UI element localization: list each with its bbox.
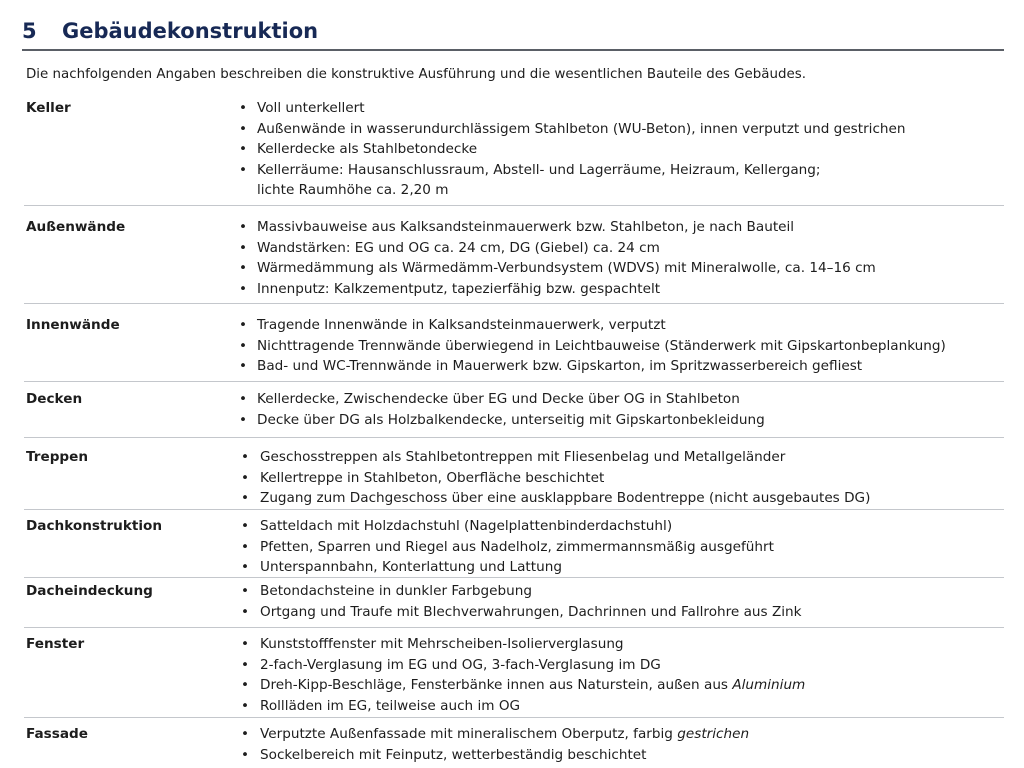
section-title: Gebäudekonstruktion bbox=[62, 18, 319, 43]
list-item: • Bad- und WC-Trennwände in Mauerwerk bzw. Gipskarton, im Spritzwasserbereich gefliest bbox=[235, 356, 1004, 377]
row-dacheindeckung bbox=[24, 578, 1004, 628]
list-item: • Zugang zum Dachgeschoss über eine ausklappbare Bodentreppe (nicht ausgebautes DG) bbox=[235, 488, 1004, 509]
row-keller bbox=[24, 96, 1004, 206]
list-item-text: Dreh-Kipp-Beschläge, Fensterbänke innen aus Naturstein, außen aus bbox=[260, 677, 729, 693]
list-item: • Sockelbereich mit Feinputz, wetterbeständig beschichtet bbox=[235, 745, 1004, 766]
list-item: • Geschosstreppen als Stahlbetontreppen mit Fliesenbelag und Metallgeländer bbox=[235, 447, 1004, 468]
item-list bbox=[235, 315, 1004, 381]
list-item: • Unterspannbahn, Konterlattung und Lattung bbox=[235, 557, 1004, 578]
list-item: • Innenputz: Kalkzementputz, tapezierfähig bzw. gespachtelt bbox=[235, 279, 1004, 300]
emphasis-text: Aluminium bbox=[732, 677, 806, 693]
list-item: • Kellerdecke als Stahlbetondecke bbox=[235, 139, 1004, 160]
list-item bbox=[235, 724, 1004, 745]
item-list bbox=[235, 634, 1004, 717]
list-item: • Voll unterkellert bbox=[235, 98, 1004, 119]
list-item: • Wandstärken: EG und OG ca. 24 cm, DG (Giebel) ca. 24 cm bbox=[235, 238, 1004, 259]
list-item: • Kellerräume: Hausanschlussraum, Abstell- und Lagerräume, Heizraum, Kellergang; bbox=[235, 160, 1004, 181]
emphasis-text: gestrichen bbox=[677, 726, 750, 742]
row-innenwaende bbox=[24, 304, 1004, 382]
row-label: Fassade bbox=[26, 726, 88, 742]
construction-table bbox=[24, 96, 1004, 766]
item-list bbox=[235, 217, 1004, 303]
list-item-continuation: lichte Raumhöhe ca. 2,20 m bbox=[257, 182, 449, 198]
item-list bbox=[235, 516, 1004, 577]
intro-paragraph: Die nachfolgenden Angaben beschreiben die konstruktive Ausführung und die wesentlichen Bauteile des Gebäudes. bbox=[26, 67, 806, 82]
list-item: • Rollläden im EG, teilweise auch im OG bbox=[235, 696, 1004, 717]
list-item: • Pfetten, Sparren und Riegel aus Nadelholz, zimmermannsmäßig ausgeführt bbox=[235, 537, 1004, 558]
row-dachkonstruktion bbox=[24, 510, 1004, 578]
row-label: Dacheindeckung bbox=[26, 583, 153, 599]
row-label: Fenster bbox=[26, 636, 85, 652]
row-label: Treppen bbox=[26, 449, 89, 465]
list-item: • Massivbauweise aus Kalksandsteinmauerwerk bzw. Stahlbeton, je nach Bauteil bbox=[235, 217, 1004, 238]
item-list bbox=[235, 447, 1004, 509]
list-item: • Nichttragende Trennwände überwiegend in Leichtbauweise (Ständerwerk mit Gipskartonbeplankung) bbox=[235, 336, 1004, 357]
row-decken bbox=[24, 382, 1004, 438]
row-fassade bbox=[24, 718, 1004, 766]
row-label: Keller bbox=[26, 100, 71, 116]
list-item: • Kellerdecke, Zwischendecke über EG und Decke über OG in Stahlbeton bbox=[235, 389, 1004, 410]
list-item: • Kellertreppe in Stahlbeton, Oberfläche beschichtet bbox=[235, 468, 1004, 489]
list-item bbox=[235, 675, 1004, 696]
row-aussenwaende bbox=[24, 206, 1004, 304]
row-treppen bbox=[24, 438, 1004, 510]
row-fenster bbox=[24, 628, 1004, 718]
section-number: 5 bbox=[22, 18, 37, 43]
row-label: Decken bbox=[26, 391, 83, 407]
list-item: • Decke über DG als Holzbalkendecke, unterseitig mit Gipskartonbekleidung bbox=[235, 410, 1004, 431]
list-item: • 2-fach-Verglasung im EG und OG, 3-fach-Verglasung im DG bbox=[235, 655, 1004, 676]
list-item: • Kunststofffenster mit Mehrscheiben-Isolierverglasung bbox=[235, 634, 1004, 655]
item-list bbox=[235, 98, 1004, 205]
row-label: Außenwände bbox=[26, 219, 126, 235]
row-label: Dachkonstruktion bbox=[26, 518, 163, 534]
list-item: • Tragende Innenwände in Kalksandsteinmauerwerk, verputzt bbox=[235, 315, 1004, 336]
list-item: • Wärmedämmung als Wärmedämm-Verbundsystem (WDVS) mit Mineralwolle, ca. 14–16 cm bbox=[235, 258, 1004, 279]
list-item-text: Verputzte Außenfassade mit mineralischem Oberputz, farbig bbox=[260, 726, 673, 742]
item-list bbox=[235, 724, 1004, 766]
section-header bbox=[22, 12, 1004, 51]
item-list bbox=[235, 389, 1004, 437]
list-item: • Betondachsteine in dunkler Farbgebung bbox=[235, 581, 1004, 602]
list-item: • Satteldach mit Holzdachstuhl (Nagelplattenbinderdachstuhl) bbox=[235, 516, 1004, 537]
item-list bbox=[235, 581, 1004, 627]
row-label: Innenwände bbox=[26, 317, 120, 333]
list-item: • Außenwände in wasserundurchlässigem Stahlbeton (WU-Beton), innen verputzt und gestrichen bbox=[235, 119, 1004, 140]
list-item: • Ortgang und Traufe mit Blechverwahrungen, Dachrinnen und Fallrohre aus Zink bbox=[235, 602, 1004, 623]
